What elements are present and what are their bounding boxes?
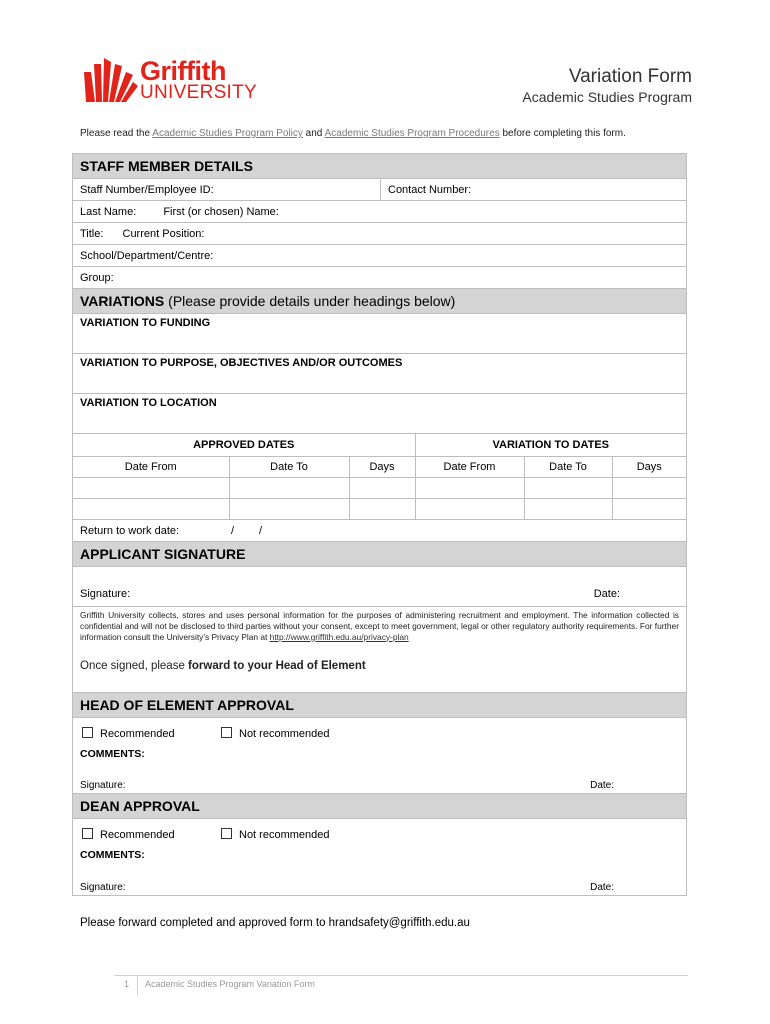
page-title: Variation Form <box>568 66 692 87</box>
variation-funding-field[interactable]: VARIATION TO FUNDING <box>73 314 686 354</box>
page-number: 1 <box>124 979 130 989</box>
contact-number-label[interactable]: Contact Number: <box>380 179 471 200</box>
date-cell[interactable] <box>524 477 612 498</box>
final-forward-note: Please forward completed and approved form to hrandsafety@griffith.edu.au <box>80 917 470 929</box>
policy-link[interactable]: Academic Studies Program Policy <box>152 128 303 139</box>
date-cell[interactable] <box>415 477 524 498</box>
page-subtitle: Academic Studies Program <box>522 89 692 105</box>
forward-bold: forward to your Head of Element <box>188 659 366 672</box>
head-not-recommended-label: Not recommended <box>239 727 330 740</box>
dean-signature-label: Signature: <box>80 881 126 893</box>
return-date-slash-1: / <box>231 524 235 537</box>
checkbox-icon[interactable] <box>221 727 232 738</box>
variations-heading-note: (Please provide details under headings below) <box>164 293 456 309</box>
name-row[interactable] <box>73 201 686 223</box>
dean-not-recommended-label: Not recommended <box>239 828 330 841</box>
checkbox-icon[interactable] <box>82 828 93 839</box>
dates-entry-row <box>73 477 686 498</box>
return-date-slash-2: / <box>259 524 263 537</box>
date-cell[interactable] <box>612 477 686 498</box>
logo-wordmark-top: Griffith <box>140 56 226 86</box>
approved-dates-header: APPROVED DATES <box>73 434 415 456</box>
variations-heading-text: VARIATIONS <box>80 293 165 309</box>
dean-approval-heading: DEAN APPROVAL <box>73 794 686 819</box>
applicant-date-label: Date: <box>593 587 620 600</box>
head-recommended-label: Recommended <box>100 727 175 740</box>
head-signature-label: Signature: <box>80 779 126 791</box>
school-label: School/Department/Centre: <box>80 250 214 262</box>
head-approval-heading: HEAD OF ELEMENT APPROVAL <box>73 693 686 718</box>
date-cell[interactable] <box>229 498 349 519</box>
intro-suffix: before completing this form. <box>499 128 626 139</box>
date-cell[interactable] <box>612 498 686 519</box>
date-cell[interactable] <box>415 498 524 519</box>
date-cell[interactable] <box>349 477 415 498</box>
return-to-work-row[interactable] <box>73 520 686 542</box>
dean-date-label: Date: <box>590 881 614 893</box>
staff-number-label: Staff Number/Employee ID: <box>80 184 214 196</box>
griffith-logo <box>82 56 258 106</box>
head-date-label: Date: <box>590 779 614 791</box>
page-footer <box>114 975 688 998</box>
col-date-to: Date To <box>229 456 349 477</box>
procedures-link[interactable]: Academic Studies Program Procedures <box>324 128 500 139</box>
applicant-section-heading: APPLICANT SIGNATURE <box>73 542 686 567</box>
staff-number-row[interactable] <box>73 179 686 201</box>
date-cell[interactable] <box>524 498 612 519</box>
griffith-flame-icon <box>82 58 138 106</box>
applicant-signature-row[interactable] <box>73 567 686 607</box>
head-approval-block <box>73 718 686 794</box>
variations-section-heading <box>73 289 686 314</box>
privacy-plan-link[interactable]: http://www.griffith.edu.au/privacy-plan <box>269 631 409 642</box>
variation-purpose-field[interactable]: VARIATION TO PURPOSE, OBJECTIVES AND/OR OUTCOMES <box>73 354 686 394</box>
return-to-work-label: Return to work date: <box>80 524 180 537</box>
logo-wordmark-bottom: UNIVERSITY <box>140 82 258 103</box>
dates-entry-row <box>73 498 686 519</box>
head-comments-label: COMMENTS: <box>80 747 145 760</box>
forward-prefix: Once signed, please <box>80 659 189 672</box>
privacy-notice <box>73 607 686 693</box>
dean-recommended-option[interactable] <box>82 828 175 841</box>
footer-divider <box>137 976 138 996</box>
dean-comments-label: COMMENTS: <box>80 848 145 861</box>
privacy-text: Griffith University collects, stores and uses personal information for the purposes of administering recruitment and employment. The information collected is confidential and will not be disclosed to third parties without your consent, except to meet government, legal or other regulatory authority requirements. For further information consult the University's Privacy Plan at <box>80 609 679 642</box>
variation-location-field[interactable]: VARIATION TO LOCATION <box>73 394 686 434</box>
col-var-date-from: Date From <box>415 456 524 477</box>
footer-title: Academic Studies Program Variation Form <box>145 979 315 989</box>
first-name-label: First (or chosen) Name: <box>163 206 279 218</box>
head-not-recommended-option[interactable] <box>221 727 330 740</box>
forward-instruction <box>80 661 679 672</box>
group-row[interactable] <box>73 267 686 289</box>
title-label: Title: <box>80 228 104 240</box>
col-days: Days <box>349 456 415 477</box>
variation-form <box>72 153 687 896</box>
applicant-signature-label: Signature: <box>80 587 131 600</box>
head-recommended-option[interactable] <box>82 727 175 740</box>
dates-table <box>73 434 686 520</box>
date-cell[interactable] <box>349 498 415 519</box>
checkbox-icon[interactable] <box>82 727 93 738</box>
col-var-date-to: Date To <box>524 456 612 477</box>
group-label: Group: <box>80 272 114 284</box>
col-date-from: Date From <box>73 456 229 477</box>
date-cell[interactable] <box>229 477 349 498</box>
col-var-days: Days <box>612 456 686 477</box>
date-cell[interactable] <box>73 498 229 519</box>
title-row[interactable] <box>73 223 686 245</box>
checkbox-icon[interactable] <box>221 828 232 839</box>
school-row[interactable] <box>73 245 686 267</box>
staff-section-heading: STAFF MEMBER DETAILS <box>73 154 686 179</box>
intro-prefix: Please read the <box>80 128 153 139</box>
date-cell[interactable] <box>73 477 229 498</box>
intro-text <box>80 128 697 140</box>
current-position-label: Current Position: <box>122 228 205 240</box>
dean-recommended-label: Recommended <box>100 828 175 841</box>
dean-not-recommended-option[interactable] <box>221 828 330 841</box>
intro-middle: and <box>302 128 325 139</box>
last-name-label: Last Name: <box>80 206 137 218</box>
dean-approval-block <box>73 819 686 895</box>
variation-dates-header: VARIATION TO DATES <box>415 434 686 456</box>
